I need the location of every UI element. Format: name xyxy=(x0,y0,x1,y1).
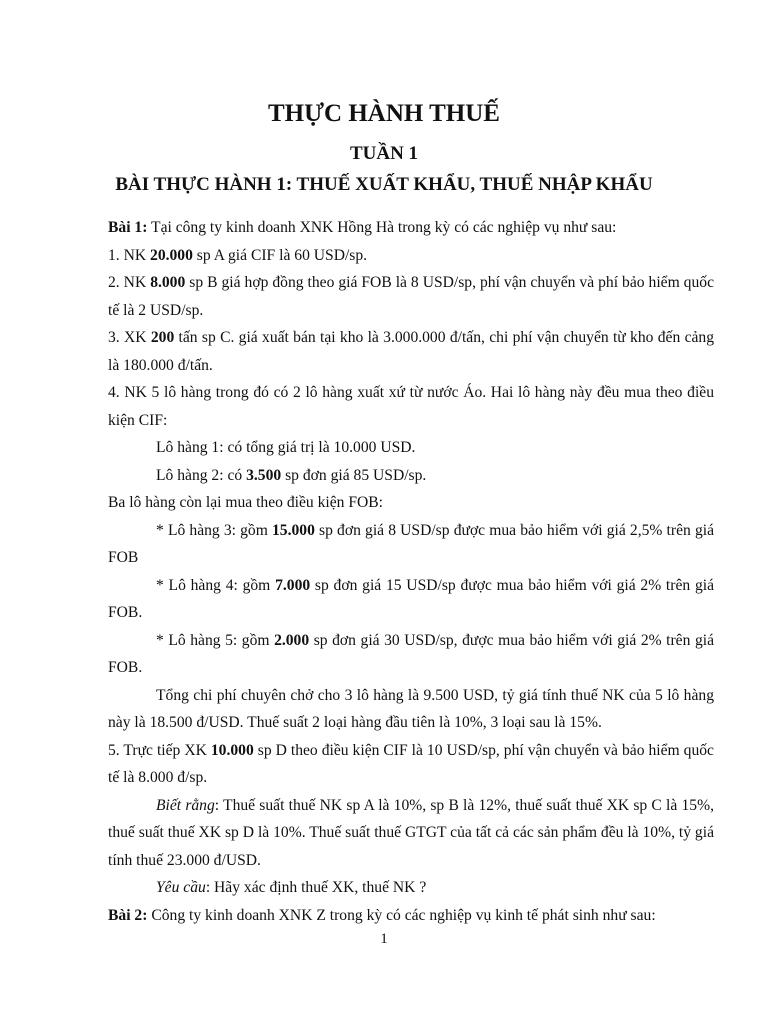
page-number: 1 xyxy=(380,931,388,947)
bai1-intro: Bài 1: Tại công ty kinh doanh XNK Hồng Hà trong kỳ có các nghiệp vụ như sau: xyxy=(108,219,617,236)
transport-cost: Tổng chi phí chuyên chở cho 3 lô hàng là 9.500 USD, tỷ giá tính thuế NK của 5 lô hàng này là 18.500 đ/USD. Thuế suất 2 loại hàng đầu tiên là 10%, 3 loại sau là 15%. xyxy=(108,686,714,731)
given-label: Biết rằng xyxy=(156,796,215,814)
document-title: THỰC HÀNH THUẾ xyxy=(268,100,500,127)
given-conditions: Biết rằng: Thuế suất thuế NK sp A là 10%, sp B là 12%, thuế suất thuế XK sp C là 15%, thuế suất thuế XK sp D là 10%. Thuế suất thuế GTGT của tất cả các sản phẩm đều là 10%, tỷ giá tính thuế 23.000 đ/USD. xyxy=(108,796,714,869)
bai1-item-3: 3. XK 200 tấn sp C. giá xuất bán tại kho là 3.000.000 đ/tấn, chi phí vận chuyển từ kho đến cảng là 180.000 đ/tấn. xyxy=(108,329,715,374)
lot-1: Lô hàng 1: có tổng giá trị là 10.000 USD. xyxy=(156,439,416,456)
bai2-intro: Bài 2: Công ty kinh doanh XNK Z trong kỳ có các nghiệp vụ kinh tế phát sinh như sau: xyxy=(108,906,656,924)
bai1-label: Bài 1: xyxy=(108,219,148,236)
lot-4: * Lô hàng 4: gồm 7.000 sp đơn giá 15 USD/sp được mua bảo hiểm với giá 2% trên giá FOB. xyxy=(108,576,714,621)
document-body xyxy=(108,214,714,929)
bai1-item-4: 4. NK 5 lô hàng trong đó có 2 lô hàng xuất xứ từ nước Áo. Hai lô hàng này đều mua theo điều kiện CIF: xyxy=(108,384,714,429)
lot-5: * Lô hàng 5: gồm 2.000 sp đơn giá 30 USD/sp, được mua bảo hiểm với giá 2% trên giá FOB. xyxy=(108,631,715,676)
lot-2: Lô hàng 2: có 3.500 sp đơn giá 85 USD/sp. xyxy=(156,466,427,484)
fob-intro: Ba lô hàng còn lại mua theo điều kiện FOB: xyxy=(108,494,384,511)
requirement: Yêu cầu: Hãy xác định thuế XK, thuế NK ? xyxy=(156,879,427,896)
bai2-label: Bài 2: xyxy=(108,906,148,924)
lesson-heading: BÀI THỰC HÀNH 1: THUẾ XUẤT KHẨU, THUẾ NHẬP KHẨU xyxy=(115,174,653,195)
week-heading: TUẦN 1 xyxy=(349,143,419,164)
requirement-label: Yêu cầu xyxy=(156,879,206,896)
bai1-item-2: 2. NK 8.000 sp B giá hợp đồng theo giá FOB là 8 USD/sp, phí vận chuyển và phí bảo hiểm quốc tế là 2 USD/sp. xyxy=(108,274,714,319)
bai1-item-1: 1. NK 20.000 sp A giá CIF là 60 USD/sp. xyxy=(108,246,368,264)
bai1-item-5: 5. Trực tiếp XK 10.000 sp D theo điều kiện CIF là 10 USD/sp, phí vận chuyển và bảo hiểm quốc tế là 8.000 đ/sp. xyxy=(108,741,714,786)
lot-3: * Lô hàng 3: gồm 15.000 sp đơn giá 8 USD/sp được mua bảo hiểm với giá 2,5% trên giá FOB xyxy=(108,521,714,566)
